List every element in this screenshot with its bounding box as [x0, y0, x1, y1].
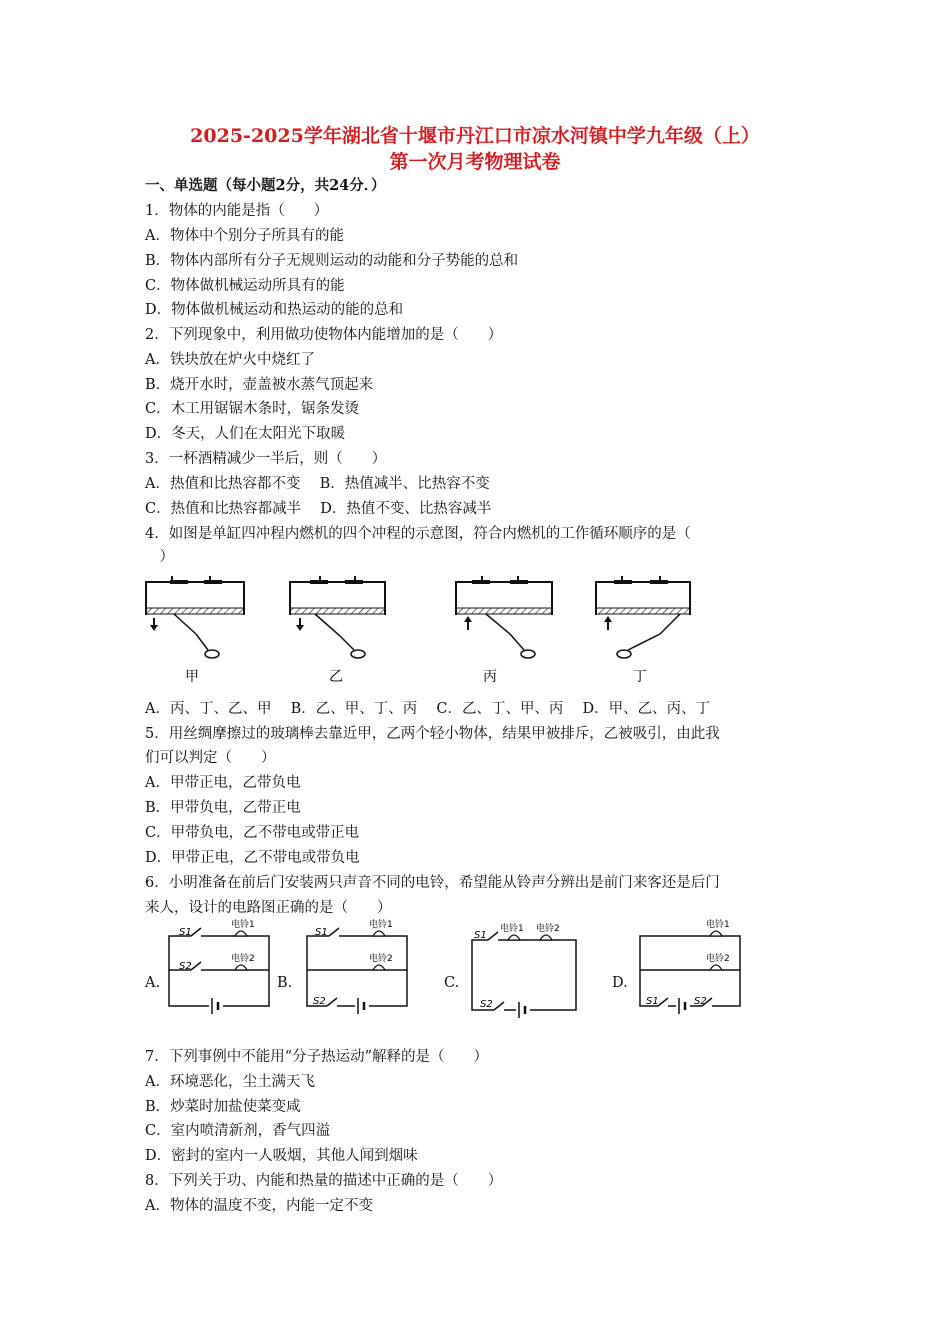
exam-title-line2: 第一次月考物理试卷 [389, 151, 561, 173]
q5-option-d: D．甲带正电，乙不带电或带负电 [145, 850, 360, 866]
circuit-b-s2-label: S2 [313, 996, 326, 1007]
q7-option-a: A．环境恶化，尘土满天飞 [145, 1074, 315, 1090]
q1-option-a: A．物体中个别分子所具有的能 [145, 228, 344, 244]
q6-label-b: B. [277, 975, 293, 991]
circuit-c-bell1-label: 电铃1 [500, 924, 524, 934]
q6-label-a: A. [145, 975, 161, 991]
circuit-a-s1-label: S1 [179, 927, 192, 938]
q2-option-b: B．烧开水时，壶盖被水蒸气顶起来 [145, 377, 374, 393]
q4-options: A．丙、丁、乙、甲 B．乙、甲、丁、丙 C．乙、丁、甲、丙 D．甲、乙、丙、丁 [145, 701, 711, 717]
circuit-b-s1-label: S1 [315, 927, 328, 938]
circuit-d-s2-label: S2 [694, 996, 707, 1007]
engine-label-ding: 丁 [633, 669, 647, 685]
q7-option-b: B．炒菜时加盐使菜变咸 [145, 1099, 301, 1115]
q8-stem: 8．下列关于功、内能和热量的描述中正确的是（ ） [145, 1173, 503, 1189]
q3-options-ab: A．热值和比热容都不变 B．热值减半、比热容不变 [145, 476, 490, 492]
q5-option-b: B．甲带负电，乙带正电 [145, 800, 301, 816]
q6-stem-line1: 6．小明准备在前后门安装两只声音不同的电铃，希望能从铃声分辨出是前门来客还是后门 [145, 875, 720, 891]
engine-label-bing: 丙 [483, 669, 497, 685]
q5-stem-line1: 5．用丝绸摩擦过的玻璃棒去靠近甲，乙两个轻小物体，结果甲被排斥，乙被吸引，由此我 [145, 726, 720, 742]
circuit-diagram-b [303, 918, 413, 1018]
q5-option-c: C．甲带负电，乙不带电或带正电 [145, 825, 360, 841]
q7-option-c: C．室内喷清新剂，香气四溢 [145, 1123, 331, 1139]
q2-option-c: C．木工用锯锯木条时，锯条发烫 [145, 401, 360, 417]
q4-stem-line2: ） [145, 549, 174, 565]
engine-diagram-bing [456, 576, 552, 658]
q8-option-a: A．物体的温度不变，内能一定不变 [145, 1198, 373, 1214]
circuit-d-bell1-label: 电铃1 [706, 920, 730, 930]
q1-option-b: B．物体内部所有分子无规则运动的动能和分子势能的总和 [145, 253, 519, 269]
circuit-b-bell1-label: 电铃1 [369, 920, 393, 930]
circuit-b-bell2-label: 电铃2 [369, 954, 393, 964]
circuit-c-s2-label: S2 [480, 999, 493, 1010]
q7-option-d: D．密封的室内一人吸烟，其他人闻到烟味 [145, 1148, 418, 1164]
q1-option-d: D．物体做机械运动和热运动的能的总和 [145, 302, 404, 318]
circuit-d-s1-label: S1 [646, 996, 659, 1007]
circuit-diagram-d [636, 918, 746, 1018]
q3-stem: 3．一杯酒精减少一半后，则（ ） [145, 451, 387, 467]
circuit-a-bell1-label: 电铃1 [231, 920, 255, 930]
q1-option-c: C．物体做机械运动所具有的能 [145, 278, 345, 294]
q4-stem-line1: 4．如图是单缸四冲程内燃机的四个冲程的示意图，符合内燃机的工作循环顺序的是（ [145, 526, 691, 542]
section-heading: 一、单选题（每小题2分，共24分．） [145, 177, 386, 194]
q7-stem: 7．下列事例中不能用“分子热运动”解释的是（ ） [145, 1049, 489, 1065]
engine-label-jia: 甲 [185, 669, 199, 685]
engine-diagram-ding [596, 576, 690, 658]
q2-option-a: A．铁块放在炉火中烧红了 [145, 352, 315, 368]
engine-label-yi: 乙 [329, 669, 343, 685]
q5-stem-line2: 们可以判定（ ） [145, 750, 276, 766]
q3-options-cd: C．热值和比热容都减半 D．热值不变、比热容减半 [145, 501, 492, 517]
circuit-d-bell2-label: 电铃2 [706, 954, 730, 964]
exam-title-line1: 2025-2025学年湖北省十堰市丹江口市凉水河镇中学九年级（上） [190, 125, 760, 147]
q5-option-a: A．甲带正电，乙带负电 [145, 775, 301, 791]
circuit-a-s2-label: S2 [179, 961, 192, 972]
q1-stem: 1．物体的内能是指（ ） [145, 203, 329, 219]
q6-stem-line2: 来人，设计的电路图正确的是（ ） [145, 900, 392, 916]
q6-label-d: D. [612, 975, 628, 991]
q2-stem: 2．下列现象中，利用做功使物体内能增加的是（ ） [145, 327, 503, 343]
q2-option-d: D．冬天，人们在太阳光下取暖 [145, 426, 346, 442]
circuit-c-bell2-label: 电铃2 [536, 924, 560, 934]
circuit-diagram-c [466, 918, 582, 1018]
engine-diagram-yi [290, 576, 385, 658]
engine-strokes-figure [140, 570, 700, 690]
circuit-diagram-a [165, 918, 275, 1018]
circuit-c-s1-label: S1 [474, 930, 487, 941]
q6-label-c: C. [444, 975, 460, 991]
circuit-a-bell2-label: 电铃2 [231, 954, 255, 964]
engine-diagram-jia [140, 576, 244, 683]
